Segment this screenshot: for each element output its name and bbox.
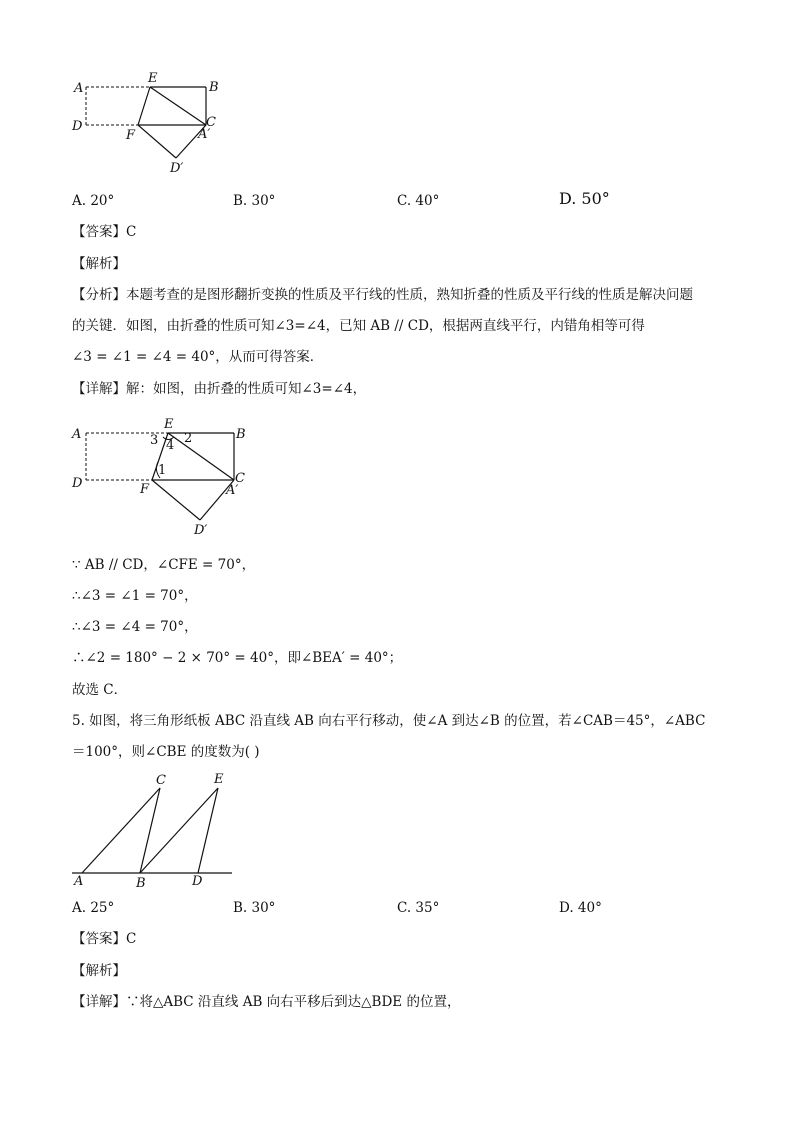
- fig2-line-EC: [168, 433, 234, 480]
- q5-jiexi-label: 【解析】: [72, 963, 126, 979]
- q5-stem-line-1: 5. 如图，将三角形纸板 ABC 沿直线 AB 向右平行移动，使∠A 到达∠B 的位置，若∠CAB＝45°，∠ABC: [72, 713, 706, 729]
- q4-analysis-line-1: 【分析】本题考查的是图形翻折变换的性质及平行线的性质，熟知折叠的性质及平行线的性质是解决问题: [72, 287, 693, 303]
- fig2-angle-num-1: 1: [158, 463, 167, 478]
- fig3-line-AC: [82, 788, 160, 873]
- q4-analysis-line-2: 的关键．如图，由折叠的性质可知∠3=∠4，已知 AB // CD，根据两直线平行，内错角相等可得: [72, 318, 645, 334]
- fig3-label-B: B: [136, 876, 146, 890]
- fig1-line-FD: [138, 125, 176, 158]
- fig2-line-FD: [152, 480, 200, 520]
- figure-3-translated-triangles: [64, 770, 244, 890]
- q4-step-5: 故选 C．: [72, 682, 128, 698]
- fig2-angle-num-3: 3: [150, 433, 159, 448]
- fig3-label-D: D: [192, 874, 203, 889]
- q4-step-3: ∴∠3 = ∠4 = 70°，: [72, 619, 198, 635]
- fig1-label-E: E: [148, 71, 158, 86]
- fig2-label-D: D: [72, 476, 83, 491]
- q4-step-2: ∴∠3 = ∠1 = 70°，: [72, 588, 198, 604]
- q5-option-c: C. 35°: [397, 900, 440, 916]
- fig1-line-EC: [150, 87, 206, 125]
- q4-jiexi-label: 【解析】: [72, 256, 126, 272]
- fig2-label-C: C: [235, 471, 245, 486]
- q5-option-a: A. 25°: [72, 900, 115, 916]
- fig3-line-BE: [140, 788, 218, 873]
- fig1-label-F: F: [126, 128, 136, 143]
- q4-option-b: B. 30°: [233, 193, 276, 209]
- q5-answer: 【答案】C: [72, 931, 137, 947]
- fig1-label-C: C: [206, 115, 216, 130]
- q4-option-c: C. 40°: [397, 193, 440, 209]
- figure-1-folded-rectangle: [64, 66, 234, 178]
- fig3-label-A: A: [74, 874, 84, 889]
- fig1-line-EF: [138, 87, 150, 125]
- q4-step-4: ∴∠2 = 180° − 2 × 70° = 40°，即∠BEA′ = 40°；: [72, 650, 403, 666]
- q4-detail-intro: 【详解】解：如图，由折叠的性质可知∠3=∠4，: [72, 381, 367, 397]
- q5-option-d: D. 40°: [559, 900, 602, 916]
- fig3-label-E: E: [214, 772, 224, 787]
- fig1-label-D: D: [72, 119, 83, 134]
- fig1-label-D-prime: D′: [170, 161, 184, 176]
- fig2-label-D-prime: D′: [194, 523, 208, 538]
- fig1-label-A: A: [74, 81, 84, 96]
- q5-detail: 【详解】∵将△ABC 沿直线 AB 向右平移后到达△BDE 的位置，: [72, 994, 461, 1010]
- q4-option-d: D. 50°: [559, 189, 610, 208]
- fig2-label-A-prime: A′: [226, 483, 239, 498]
- fig2-label-B: B: [236, 427, 246, 442]
- fig2-label-A: A: [72, 427, 82, 442]
- fig1-label-A-prime: A′: [198, 127, 211, 142]
- q5-stem-line-2: ＝100°，则∠CBE 的度数为( ): [72, 744, 260, 760]
- q5-option-b: B. 30°: [233, 900, 276, 916]
- fig3-line-CB: [140, 788, 160, 873]
- fig3-line-ED: [198, 788, 218, 873]
- fig3-label-C: C: [156, 773, 166, 788]
- fig2-label-F: F: [140, 482, 150, 497]
- figure-2-folded-rectangle-angles: [64, 412, 264, 542]
- q4-option-a: A. 20°: [72, 193, 115, 209]
- fig2-label-E: E: [164, 417, 174, 432]
- fig2-angle-num-2: 2: [184, 431, 193, 446]
- q4-answer: 【答案】C: [72, 224, 137, 240]
- fig1-label-B: B: [209, 80, 219, 95]
- fig2-angle-num-4: 4: [166, 438, 175, 453]
- q4-step-1: ∵ AB // CD，∠CFE = 70°，: [72, 557, 256, 573]
- q4-analysis-line-3: ∠3 = ∠1 = ∠4 = 40°，从而可得答案．: [72, 349, 324, 365]
